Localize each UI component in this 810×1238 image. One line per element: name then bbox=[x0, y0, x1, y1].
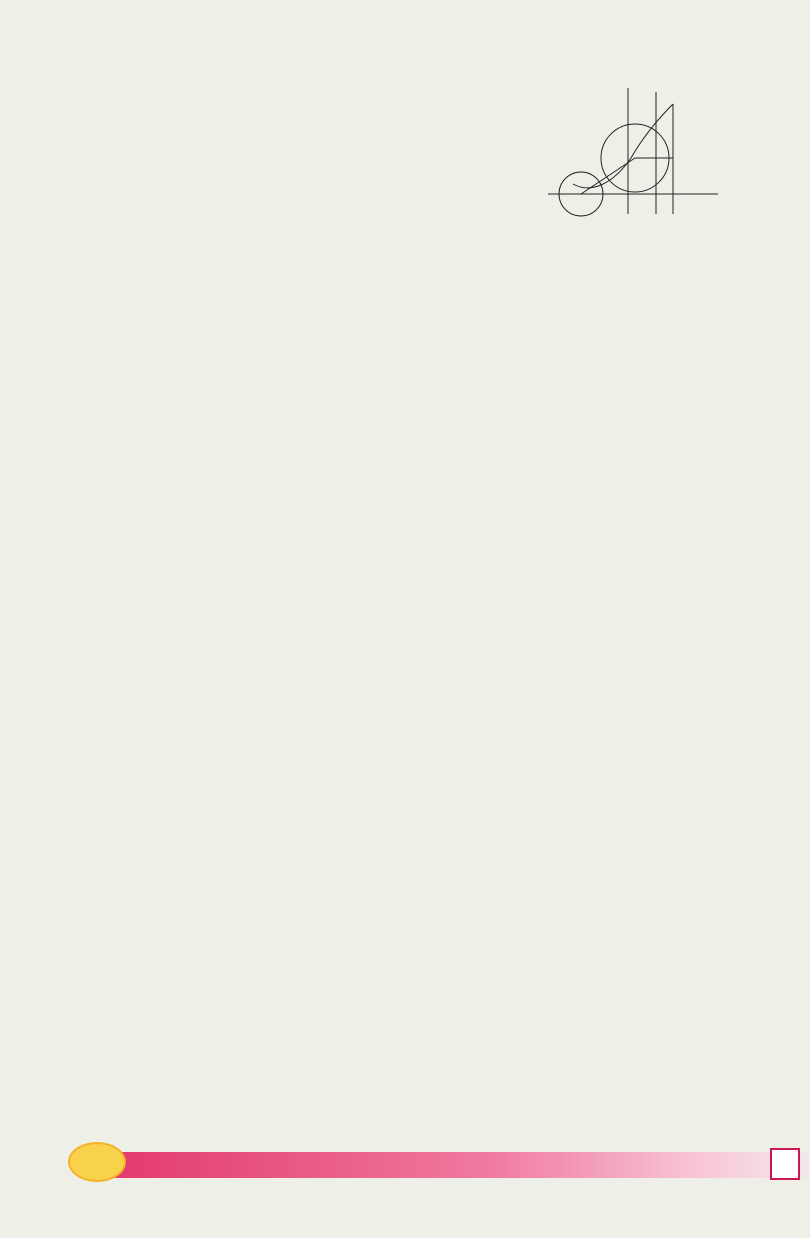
right-column bbox=[448, 76, 800, 220]
text-line bbox=[72, 276, 427, 301]
answers-row-2 bbox=[72, 386, 427, 411]
corner-box-icon bbox=[770, 1148, 800, 1180]
page-footer bbox=[68, 1142, 810, 1184]
left-column bbox=[72, 76, 427, 411]
text-line bbox=[72, 201, 427, 226]
page-number bbox=[68, 1142, 126, 1182]
segment-ap bbox=[581, 158, 635, 194]
text-line bbox=[72, 176, 427, 201]
text-line bbox=[72, 76, 427, 101]
text-line bbox=[72, 126, 427, 151]
footer-band bbox=[108, 1152, 808, 1178]
text-line bbox=[72, 301, 427, 326]
text-line bbox=[72, 226, 427, 251]
circle-parabola-diagram bbox=[543, 84, 733, 220]
text-line bbox=[72, 326, 427, 351]
parabola-curve bbox=[573, 104, 673, 188]
text-line bbox=[72, 101, 427, 126]
answers-row-1 bbox=[72, 361, 427, 386]
text-line bbox=[72, 251, 427, 276]
text-line bbox=[72, 151, 427, 176]
